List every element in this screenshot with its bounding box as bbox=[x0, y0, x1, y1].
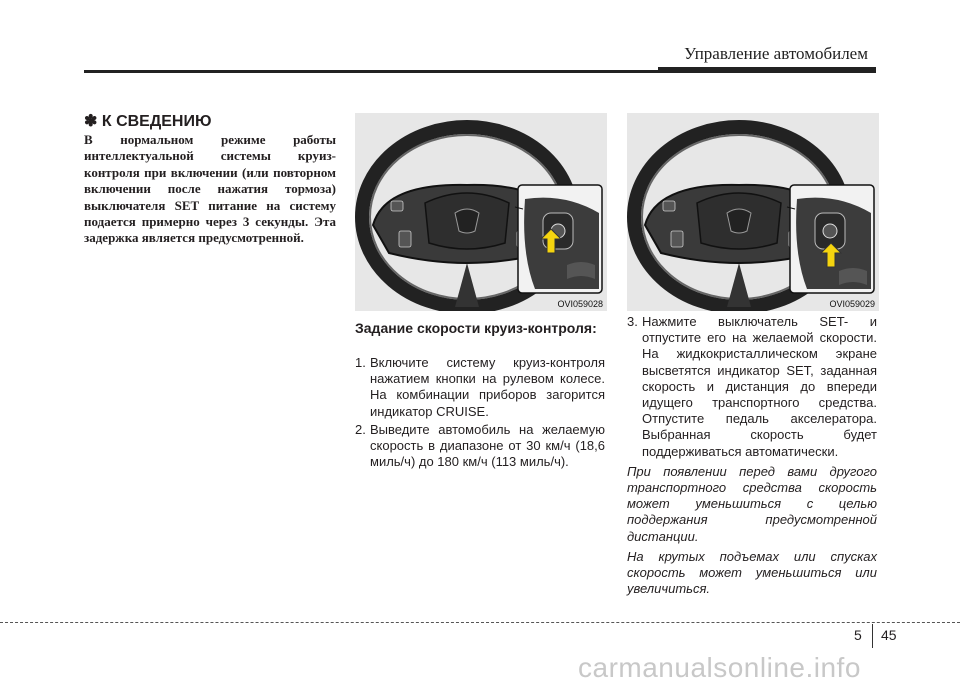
step-text: Нажмите выключатель SET- и отпустите его на желаемой скорости. На жидкокристаллическом экране высветятся индикатор SET, заданная скорость и дистанция до впереди идущего транспортного средства. Отпустите педаль акселератора. Выбранная скорость будет поддерживаться автоматически. bbox=[642, 314, 877, 459]
step-number: 1. bbox=[355, 355, 366, 370]
step-text: Выведите автомобиль на желаемую скорость в диапазоне от 30 км/ч (18,6 миль/ч) до 180 км/ч (113 миль/ч). bbox=[370, 421, 605, 470]
steps-column-2 bbox=[627, 314, 877, 597]
steering-wheel-figure-2 bbox=[627, 113, 879, 311]
header-bar bbox=[658, 67, 876, 71]
step-number: 3. bbox=[627, 314, 638, 329]
steering-wheel-figure-1 bbox=[355, 113, 607, 311]
steering-wheel-illustration-1 bbox=[355, 113, 607, 311]
step-item bbox=[355, 355, 605, 420]
italic-note: При появлении перед вами другого транспортного средства скорость может уменьшиться с целью поддержания предусмотренной дистанции. bbox=[627, 463, 877, 544]
footer-rule bbox=[0, 622, 960, 623]
page-number: 45 bbox=[881, 627, 897, 643]
header-title: Управление автомобилем bbox=[684, 44, 868, 63]
steering-wheel-illustration-2 bbox=[627, 113, 879, 311]
steps-column-1 bbox=[355, 355, 605, 472]
figure-code: OVI059028 bbox=[557, 299, 603, 309]
watermark: carmanualsonline.info bbox=[578, 652, 861, 683]
step-item bbox=[355, 422, 605, 471]
section-title: Задание скорости круиз-контроля: bbox=[355, 320, 597, 336]
chapter-number: 5 bbox=[854, 627, 862, 643]
italic-note: На крутых подъемах или спусках скорость может уменьшиться или увеличиться. bbox=[627, 548, 877, 597]
figure-code: OVI059029 bbox=[829, 299, 875, 309]
note-body: В нормальном режиме работы интеллектуальной системы круиз-контроля при включении (или повторном включении после нажатия тормоза) выключателя SET питание на систему подается примерно через 3 секунды. Эта задержка является предусмотренной. bbox=[84, 132, 336, 246]
step-text: Включите систему круиз-контроля нажатием кнопки на рулевом колесе. На комбинации приборов загорится индикатор CRUISE. bbox=[370, 355, 605, 419]
step-item bbox=[627, 314, 877, 460]
page-separator bbox=[872, 624, 873, 648]
note-heading: ✽ К СВЕДЕНИЮ bbox=[84, 113, 212, 130]
step-number: 2. bbox=[355, 421, 366, 437]
